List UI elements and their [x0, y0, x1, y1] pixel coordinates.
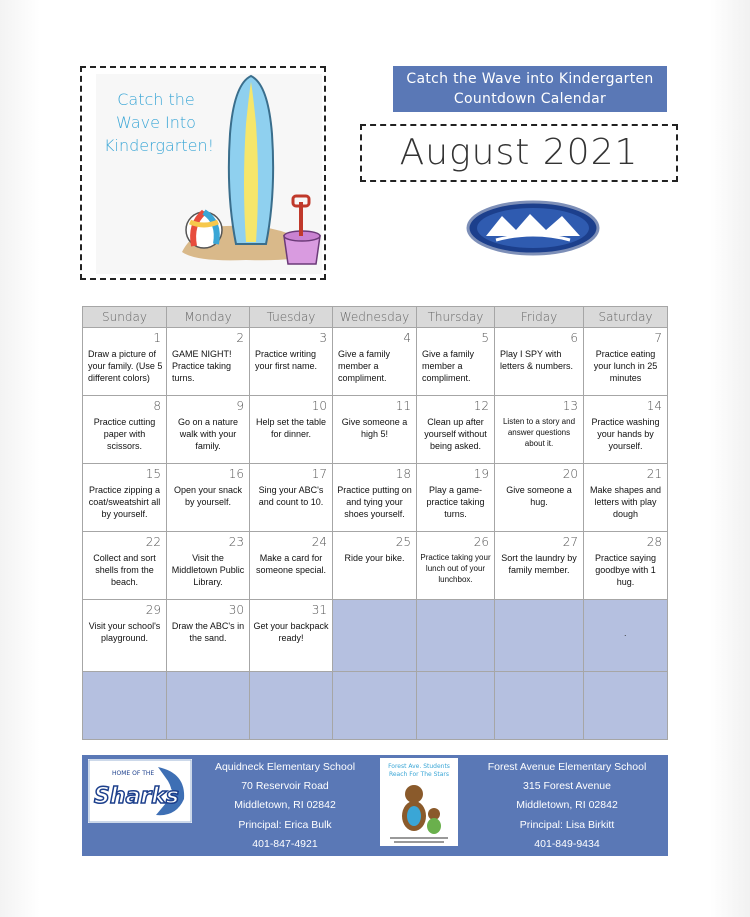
day-number: 18 — [395, 467, 411, 481]
empty-cell — [333, 600, 417, 672]
day-task: Practice writing your first name. — [255, 349, 318, 371]
day-task: Help set the table for dinner. — [255, 417, 327, 439]
calendar-grid — [82, 306, 668, 740]
day-cell — [584, 328, 668, 396]
day-number: 16 — [228, 467, 244, 481]
empty-cell — [250, 672, 333, 740]
svg-text:Sharks: Sharks — [94, 784, 179, 809]
forest-avenue-logo — [380, 758, 458, 846]
day-number: 30 — [228, 603, 244, 617]
weekday-monday: Monday — [167, 307, 250, 328]
day-task: Give someone a hug. — [506, 485, 572, 507]
empty-cell — [495, 600, 584, 672]
day-cell — [250, 328, 333, 396]
weekday-sunday: Sunday — [83, 307, 167, 328]
day-cell — [250, 396, 333, 464]
day-number: 4 — [403, 331, 411, 345]
day-cell — [167, 396, 250, 464]
empty-cell — [584, 672, 668, 740]
school-address: 315 Forest Avenue — [523, 780, 611, 793]
day-task: Practice eating your lunch in 25 minutes — [593, 349, 658, 383]
sharks-logo — [88, 759, 192, 823]
day-cell — [495, 532, 584, 600]
weekday-tuesday: Tuesday — [250, 307, 333, 328]
day-cell — [584, 396, 668, 464]
month-title: August 2021 — [360, 124, 678, 182]
weekday-saturday: Saturday — [584, 307, 668, 328]
school-city: Middletown, RI 02842 — [234, 799, 336, 812]
day-cell — [417, 328, 495, 396]
shark-mascot-icon — [88, 759, 192, 823]
school-city: Middletown, RI 02842 — [516, 799, 618, 812]
day-task: Practice putting on and tying your shoes yourself. — [337, 485, 412, 519]
day-task: Sing your ABC's and count to 10. — [258, 485, 324, 507]
school-phone: 401-849-9434 — [534, 837, 600, 850]
day-cell — [167, 328, 250, 396]
day-cell — [333, 464, 417, 532]
day-task: Give someone a high 5! — [341, 417, 408, 439]
svg-text:HOME OF THE: HOME OF THE — [112, 770, 155, 777]
weekday-header-row — [83, 307, 668, 328]
week-row-1 — [83, 328, 668, 396]
weekday-thursday: Thursday — [417, 307, 495, 328]
empty-cell — [83, 672, 167, 740]
day-cell — [417, 532, 495, 600]
day-cell — [333, 328, 417, 396]
day-cell — [83, 600, 167, 672]
day-number: 31 — [311, 603, 327, 617]
day-number: 15 — [145, 467, 161, 481]
day-number: 27 — [562, 535, 578, 549]
week-row-2 — [83, 396, 668, 464]
art-caption: Catch the Wave Into Kindergarten! — [104, 90, 215, 155]
school-aquidneck-info — [196, 758, 374, 854]
day-task: Practice saying goodbye with 1 hug. — [594, 553, 657, 587]
day-task: Go on a nature walk with your family. — [177, 417, 239, 451]
day-number: 2 — [236, 331, 244, 345]
empty-cell — [495, 672, 584, 740]
empty-cell — [167, 672, 250, 740]
day-number: 8 — [153, 399, 161, 413]
day-number: 10 — [311, 399, 327, 413]
day-task: Draw the ABC's in the sand. — [171, 621, 245, 643]
day-cell — [495, 328, 584, 396]
day-number: 28 — [646, 535, 662, 549]
day-task: Ride your bike. — [344, 553, 405, 563]
day-task: Give a family member a compliment. — [422, 349, 475, 383]
day-number: 19 — [473, 467, 489, 481]
art-image — [96, 74, 322, 274]
day-task: Practice cutting paper with scissors. — [93, 417, 156, 451]
day-number: 25 — [395, 535, 411, 549]
day-number: 26 — [473, 535, 489, 549]
day-number: 14 — [646, 399, 662, 413]
day-number: 9 — [236, 399, 244, 413]
day-cell — [495, 464, 584, 532]
day-task: Make shapes and letters with play dough — [589, 485, 662, 519]
school-name: Forest Avenue Elementary School — [487, 761, 647, 773]
weekday-friday: Friday — [495, 307, 584, 328]
day-cell — [167, 532, 250, 600]
banner-subtitle: Countdown Calendar — [453, 91, 607, 107]
district-logo — [466, 200, 600, 256]
day-cell — [333, 532, 417, 600]
day-task: Visit the Middletown Public Library. — [171, 553, 245, 587]
svg-text:Forest Ave. Students: Forest Ave. Students — [388, 763, 450, 770]
day-task: GAME NIGHT! Practice taking turns. — [172, 349, 232, 383]
day-number: 23 — [228, 535, 244, 549]
day-number: 7 — [654, 331, 662, 345]
day-task: Play I SPY with letters & numbers. — [500, 349, 574, 371]
day-cell — [83, 396, 167, 464]
school-principal: Principal: Erica Bulk — [238, 818, 332, 831]
week-row-3 — [83, 464, 668, 532]
day-cell — [584, 464, 668, 532]
day-cell — [417, 396, 495, 464]
day-number: 3 — [319, 331, 327, 345]
day-number: 13 — [562, 399, 578, 413]
day-task: Collect and sort shells from the beach. — [93, 553, 156, 587]
day-number: 11 — [395, 399, 411, 413]
day-task: Clean up after yourself without being asked. — [424, 417, 487, 451]
day-number: 17 — [311, 467, 327, 481]
day-number: 6 — [570, 331, 578, 345]
day-number: 5 — [481, 331, 489, 345]
day-number: 12 — [473, 399, 489, 413]
empty-cell — [333, 672, 417, 740]
day-number: 29 — [145, 603, 161, 617]
stray-mark: . — [624, 628, 627, 638]
school-footer — [82, 755, 668, 856]
day-task: Draw a picture of your family. (Use 5 different colors) — [88, 349, 163, 383]
school-forest-avenue-info — [472, 758, 662, 854]
surfboard-beach-illustration — [176, 74, 322, 274]
empty-cell — [584, 600, 668, 672]
day-cell — [83, 464, 167, 532]
school-name: Aquidneck Elementary School — [214, 761, 356, 773]
day-number: 24 — [311, 535, 327, 549]
day-task: Practice zipping a coat/sweatshirt all by yourself. — [88, 485, 161, 519]
school-phone: 401-847-4921 — [252, 837, 318, 850]
day-cell — [167, 464, 250, 532]
banner-title: Catch the Wave into Kindergarten — [406, 71, 654, 87]
day-cell — [250, 600, 333, 672]
day-task: Open your snack by yourself. — [173, 485, 243, 507]
school-address: 70 Reservoir Road — [241, 780, 329, 793]
day-task: Listen to a story and answer questions about it. — [502, 417, 576, 448]
calendar-title-banner — [393, 66, 667, 112]
day-task: Get your backpack ready! — [253, 621, 329, 643]
school-principal: Principal: Lisa Birkitt — [519, 818, 615, 831]
bear-mascot-icon — [380, 758, 458, 846]
day-number: 22 — [145, 535, 161, 549]
day-cell — [167, 600, 250, 672]
weekday-wednesday: Wednesday — [333, 307, 417, 328]
day-cell — [250, 532, 333, 600]
svg-text:Reach For The Stars: Reach For The Stars — [388, 771, 450, 778]
day-cell — [495, 396, 584, 464]
week-row-4 — [83, 532, 668, 600]
day-task: Visit your school's playground. — [88, 621, 161, 643]
art-frame — [80, 66, 326, 280]
day-number: 21 — [646, 467, 662, 481]
day-task: Practice taking your lunch out of your lunchbox. — [420, 553, 491, 584]
week-row-6 — [83, 672, 668, 740]
day-task: Play a game- practice taking turns. — [426, 485, 485, 519]
day-task: Make a card for someone special. — [255, 553, 327, 575]
day-number: 1 — [153, 331, 161, 345]
week-row-5 — [83, 600, 668, 672]
day-cell — [83, 532, 167, 600]
day-task: Sort the laundry by family member. — [501, 553, 577, 575]
day-cell — [250, 464, 333, 532]
day-cell — [333, 396, 417, 464]
day-cell — [83, 328, 167, 396]
day-task: Practice washing your hands by yourself. — [591, 417, 660, 451]
day-number: 20 — [562, 467, 578, 481]
day-cell — [584, 532, 668, 600]
day-task: Give a family member a compliment. — [338, 349, 391, 383]
day-cell — [417, 464, 495, 532]
empty-cell — [417, 600, 495, 672]
empty-cell — [417, 672, 495, 740]
